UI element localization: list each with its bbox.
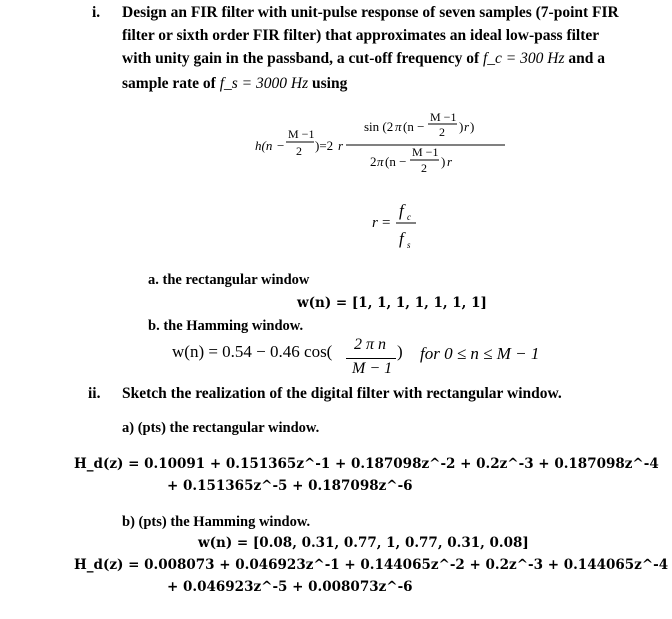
problem-i-marker: i. xyxy=(92,4,101,21)
svg-text:π: π xyxy=(377,154,384,169)
svg-text:): ) xyxy=(441,154,446,169)
hamming-close-paren: ) xyxy=(397,342,403,361)
svg-text:h(n: h(n xyxy=(255,138,273,153)
svg-text:r: r xyxy=(372,215,378,231)
svg-text:c: c xyxy=(407,212,411,222)
svg-text:(n −: (n − xyxy=(385,154,407,169)
svg-text:): ) xyxy=(470,119,475,134)
answer-a-transfer-line1: H_d(z) = 0.10091 + 0.151365z^-1 + 0.187098z^-2 + 0.2z^-3 + 0.187098z^-4 xyxy=(74,456,659,472)
svg-text:r: r xyxy=(447,154,453,169)
svg-text:−: − xyxy=(277,138,285,153)
hamming-fraction-bar xyxy=(346,358,396,359)
r-ratio-formula xyxy=(360,196,430,256)
problem-i-line4: sample rate of f_s = 3000 Hz using xyxy=(122,75,348,92)
problem-ii-text: Sketch the realization of the digital filter with rectangular window. xyxy=(122,385,562,402)
svg-text:2: 2 xyxy=(439,125,445,139)
answer-a-transfer-line2: + 0.151365z^-5 + 0.187098z^-6 xyxy=(167,478,413,494)
problem-i-line1: Design an FIR filter with unit-pulse response of seven samples (7-point FIR xyxy=(122,4,619,21)
svg-text:f: f xyxy=(399,229,404,248)
svg-text:r: r xyxy=(464,119,470,134)
cutoff-frequency-expr: f_c = 300 Hz xyxy=(483,50,565,67)
svg-text:r: r xyxy=(338,138,344,153)
answer-b-transfer-line2: + 0.046923z^-5 + 0.008073z^-6 xyxy=(167,579,413,595)
svg-text:sin (2: sin (2 xyxy=(364,119,394,134)
svg-text:2: 2 xyxy=(421,161,427,175)
sample-rate-expr: f_s = 3000 Hz xyxy=(219,75,309,92)
rectangular-window-values: w(n) = [1, 1, 1, 1, 1, 1, 1] xyxy=(297,295,487,311)
answer-a-label: a) (pts) the rectangular window. xyxy=(122,420,320,436)
svg-text:2: 2 xyxy=(296,144,302,158)
answer-b-label: b) (pts) the Hamming window. xyxy=(122,514,311,530)
svg-text:2: 2 xyxy=(370,154,377,169)
svg-text:s: s xyxy=(407,240,411,250)
problem-i-line3: with unity gain in the passband, a cut-off frequency of f_c = 300 Hz and a xyxy=(122,50,605,67)
answer-b-window-values: w(n) = [0.08, 0.31, 0.77, 1, 0.77, 0.31, 0.08] xyxy=(198,535,529,551)
part-a-label: a. the rectangular window xyxy=(148,272,310,288)
hamming-condition: for 0 ≤ n ≤ M − 1 xyxy=(420,344,540,363)
svg-text:f: f xyxy=(399,201,404,220)
answer-b-transfer-line1: H_d(z) = 0.008073 + 0.046923z^-1 + 0.144065z^-2 + 0.2z^-3 + 0.144065z^-4 xyxy=(74,557,669,573)
impulse-response-formula xyxy=(255,108,525,184)
problem-i-line2: filter or sixth order FIR filter) that approximates an ideal low-pass filter xyxy=(122,27,600,44)
hamming-denominator: M − 1 xyxy=(352,360,393,377)
svg-text:): ) xyxy=(459,119,464,134)
svg-text:M −1: M −1 xyxy=(288,127,315,141)
svg-text:=: = xyxy=(382,215,391,231)
part-b-label: b. the Hamming window. xyxy=(148,318,304,334)
svg-text:M −1: M −1 xyxy=(430,110,457,124)
problem-ii-marker: ii. xyxy=(88,385,101,402)
hamming-numerator: 2 π n xyxy=(354,336,387,353)
svg-text:π: π xyxy=(395,119,402,134)
svg-text:(n −: (n − xyxy=(403,119,425,134)
svg-text:)=2: )=2 xyxy=(315,138,334,153)
hamming-window-formula: w(n) = 0.54 − 0.46 cos( xyxy=(172,342,333,361)
svg-text:M −1: M −1 xyxy=(412,145,439,159)
